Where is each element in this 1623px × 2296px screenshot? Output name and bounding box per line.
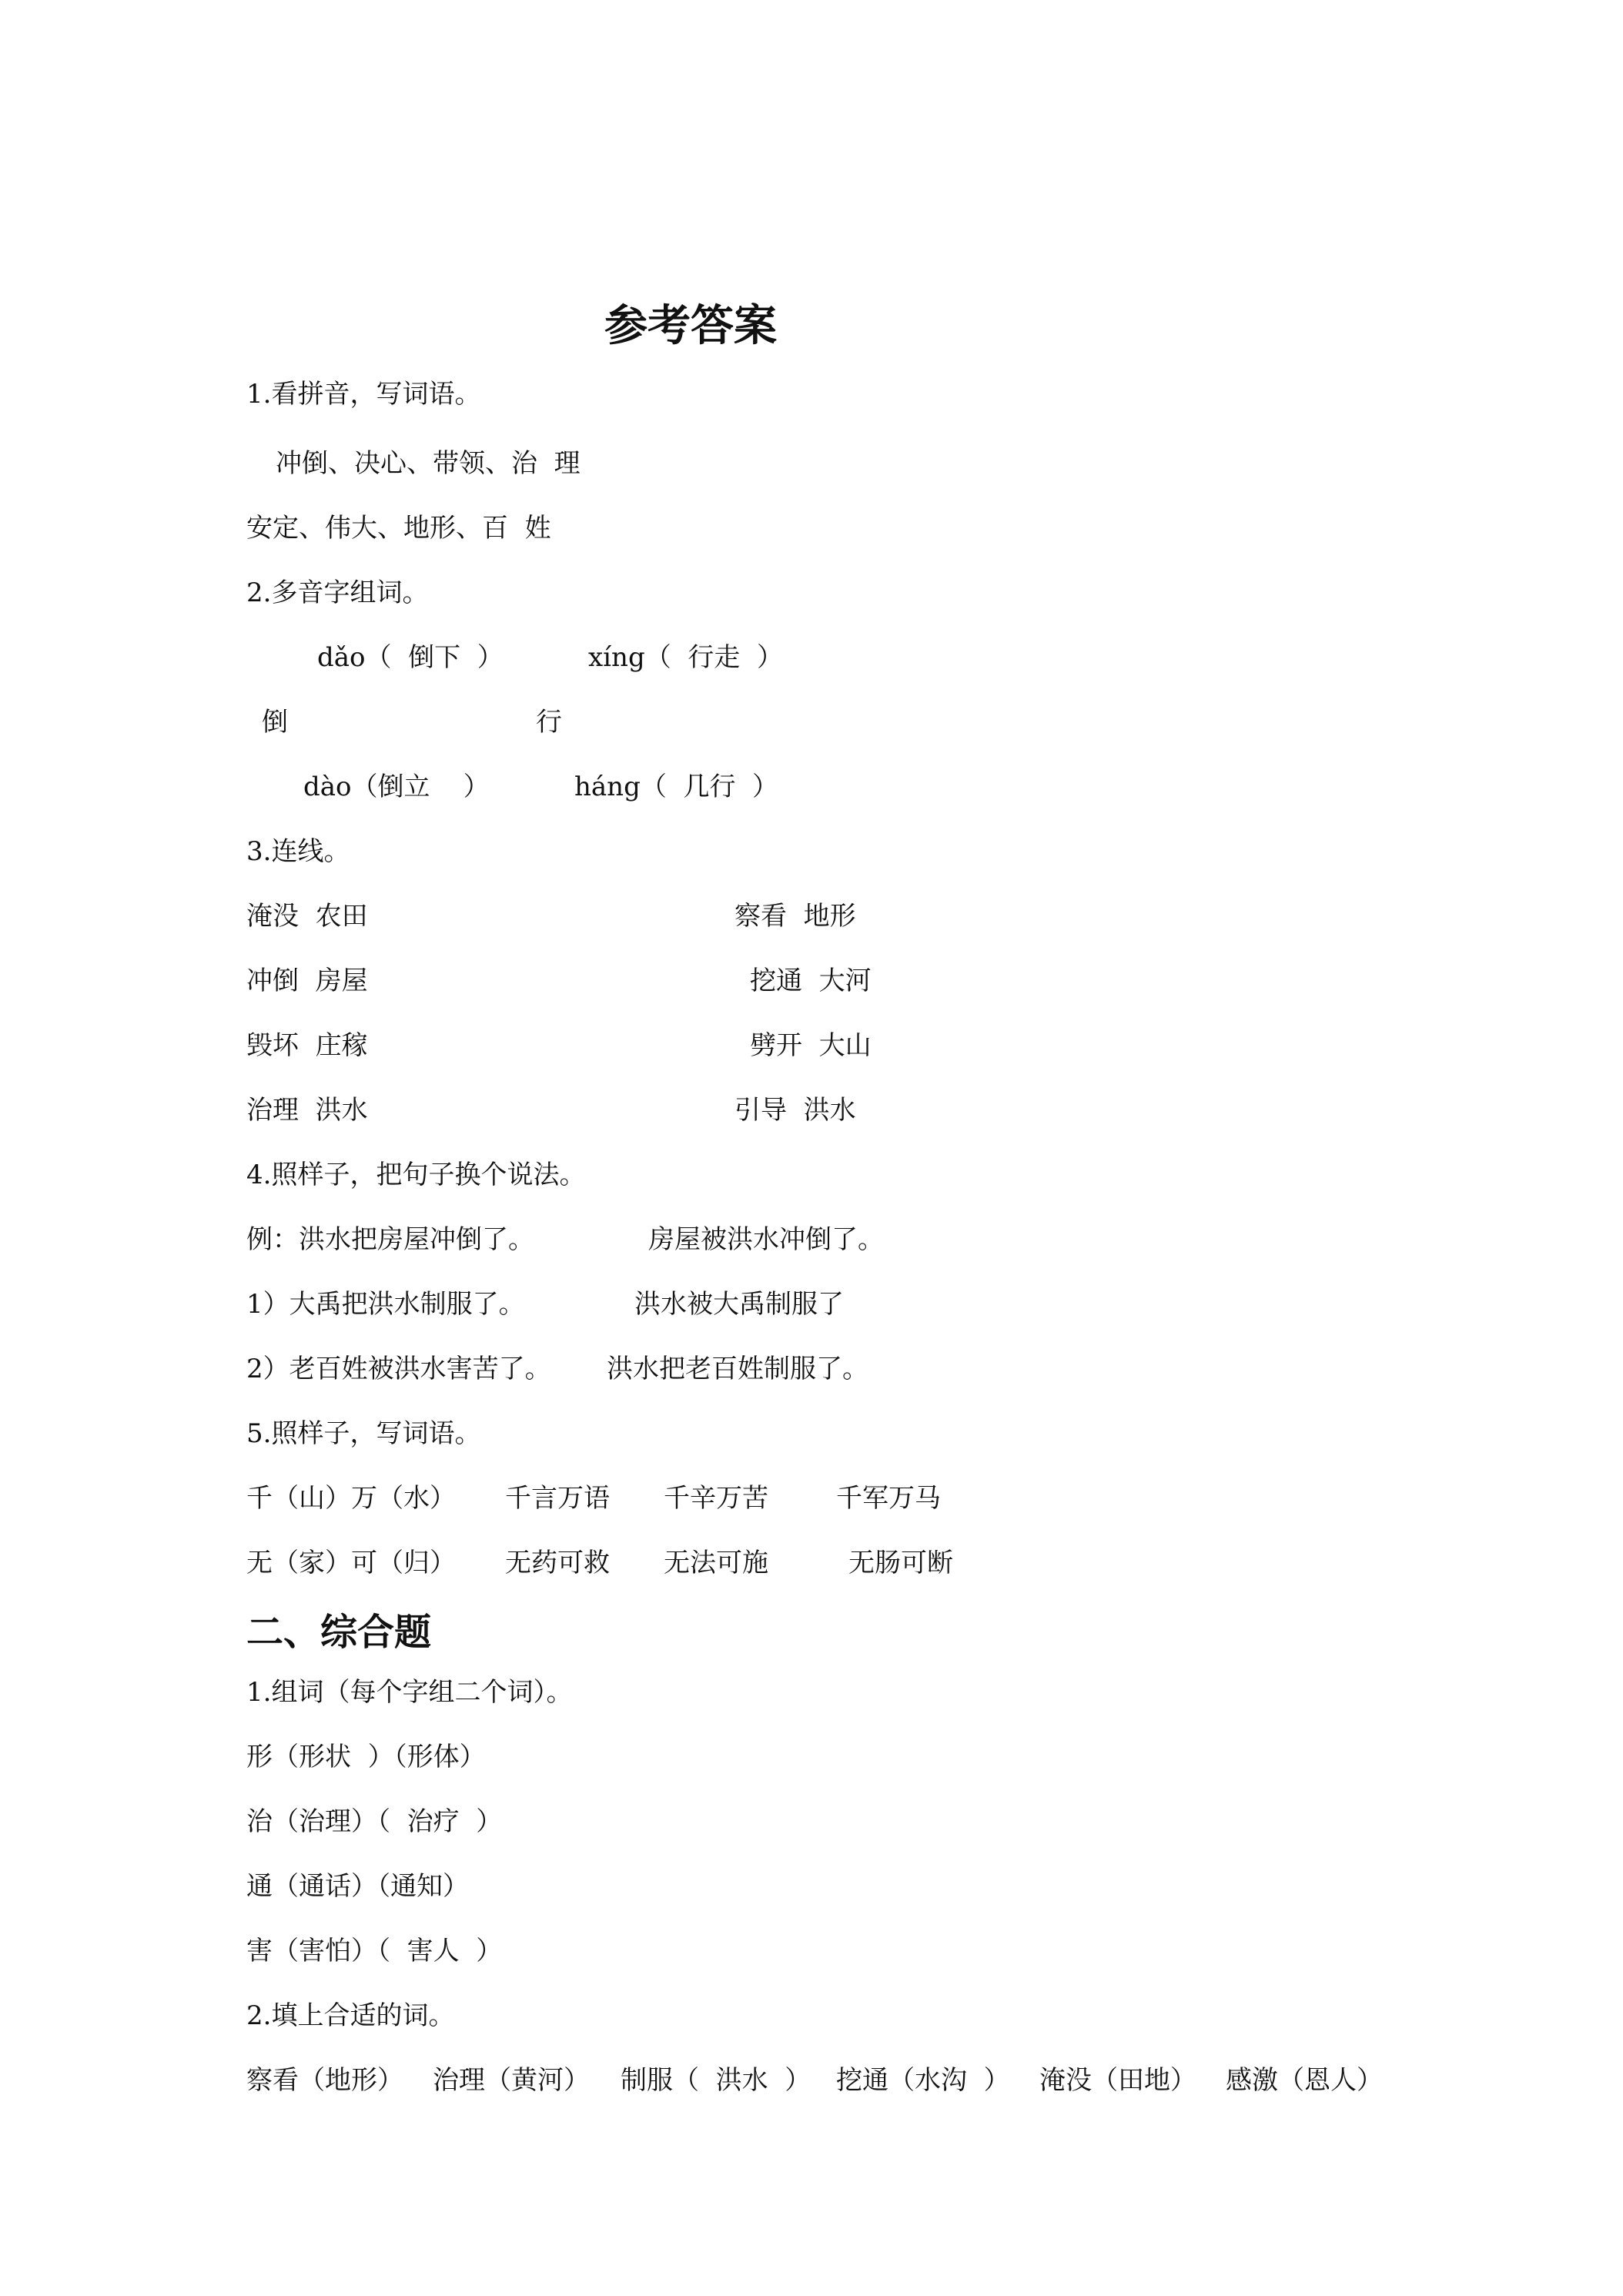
match-right: 挖通 大河 [750, 966, 872, 996]
pinyin-answer: dào（倒立 ） [303, 771, 490, 802]
compound-row: 治（治理）（ 治疗 ） [246, 1806, 503, 1837]
section-2-heading: 2.多音字组词。 [246, 577, 429, 608]
match-left: 毁坏 庄稼 [246, 1030, 368, 1061]
match-right: 劈开 大山 [750, 1030, 872, 1061]
answer-row: 安定、伟大、地形、百 姓 [246, 513, 551, 544]
pinyin-answer: xíng（ 行走 ） [588, 642, 783, 673]
match-left: 冲倒 房屋 [246, 966, 368, 996]
match-left: 治理 洪水 [246, 1095, 368, 1126]
word-answer: 千辛万苦 [664, 1483, 768, 1514]
match-right: 察看 地形 [735, 901, 856, 932]
fill-answer: 感激（恩人） [1226, 2065, 1383, 2096]
word-answer: 千军万马 [836, 1483, 941, 1514]
polyphone-char: 倒 [262, 707, 288, 738]
fill-answer: 察看（地形） [246, 2065, 403, 2096]
word-answer: 无药可救 [505, 1548, 610, 1578]
match-left: 淹没 农田 [246, 901, 368, 932]
pinyin-answer: háng（ 几行 ） [574, 771, 779, 802]
fill-answer: 淹没（田地） [1039, 2065, 1196, 2096]
section-4-heading: 4.照样子，把句子换个说法。 [246, 1160, 586, 1190]
word-answer: 无法可施 [664, 1548, 768, 1578]
match-right: 引导 洪水 [735, 1095, 856, 1126]
answer-row: 冲倒、决心、带领、治 理 [276, 448, 581, 479]
compound-row: 害（害怕）（ 害人 ） [246, 1936, 503, 1966]
part-2-heading: 二、综合题 [246, 1611, 432, 1654]
word-pattern: 千（山）万（水） [246, 1483, 456, 1514]
polyphone-char: 行 [536, 707, 562, 738]
word-answer: 无肠可断 [848, 1548, 953, 1578]
question-answer: 洪水被大禹制服了 [634, 1289, 844, 1320]
word-answer: 千言万语 [505, 1483, 610, 1514]
example-answer: 房屋被洪水冲倒了。 [648, 1224, 884, 1255]
fill-answer: 治理（黄河） [433, 2065, 590, 2096]
question-sentence: 2）老百姓被洪水害苦了。 [246, 1354, 551, 1384]
section-3-heading: 3.连线。 [246, 836, 350, 867]
compound-row: 通（通话）（通知） [246, 1871, 469, 1902]
page-title: 参考答案 [604, 300, 777, 351]
word-pattern: 无（家）可（归） [246, 1548, 456, 1578]
part2-q2-heading: 2.填上合适的词。 [246, 2000, 455, 2031]
fill-answer: 制服（ 洪水 ） [621, 2065, 812, 2096]
section-5-heading: 5.照样子，写词语。 [246, 1418, 481, 1449]
pinyin-answer: dǎo（ 倒下 ） [317, 642, 504, 673]
part2-q1-heading: 1.组词（每个字组二个词）。 [246, 1677, 573, 1708]
fill-answer: 挖通（水沟 ） [836, 2065, 1010, 2096]
section-1-heading: 1.看拼音，写词语。 [246, 379, 481, 410]
example-sentence: 例：洪水把房屋冲倒了。 [246, 1224, 534, 1255]
question-answer: 洪水把老百姓制服了。 [607, 1354, 868, 1384]
compound-row: 形（形状 ）（形体） [246, 1742, 486, 1772]
question-sentence: 1）大禹把洪水制服了。 [246, 1289, 525, 1320]
